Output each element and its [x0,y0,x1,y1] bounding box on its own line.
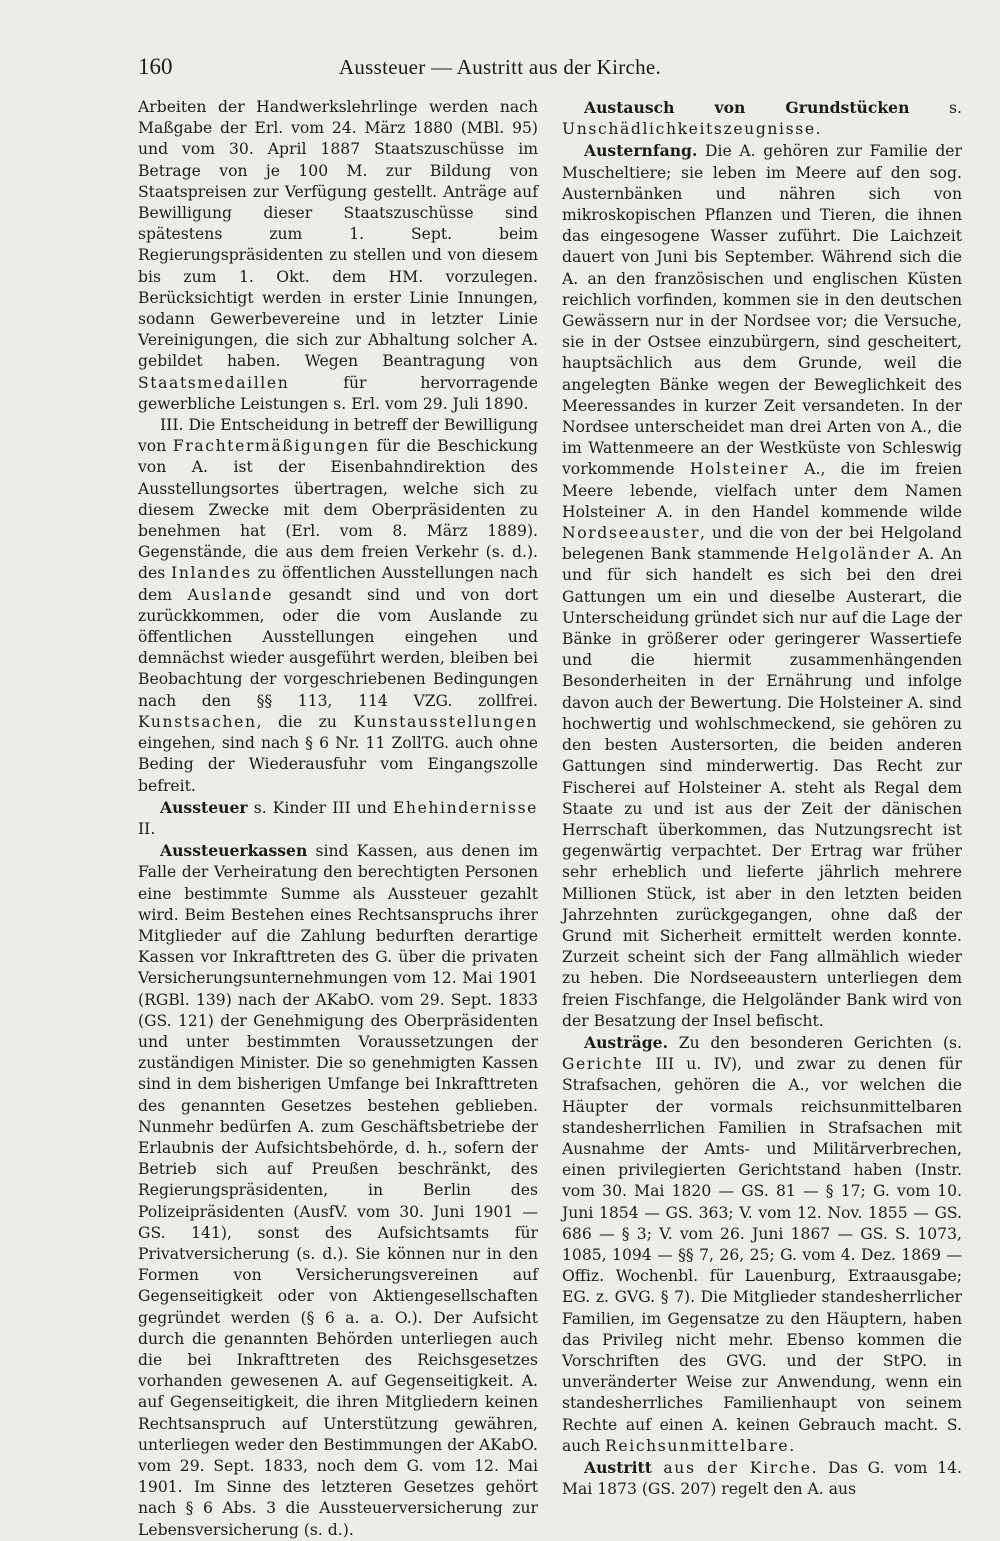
text-run: . [789,1436,795,1455]
cross-reference: Ehehindernisse [392,798,538,817]
page-number: 160 [138,54,173,79]
text-run: A., die im freien Meere lebende, vielfach unter dem Namen Holsteiner A. in den Handel kommende wilde [562,460,962,521]
text-run: , die zu [256,712,354,731]
text-run: s. [909,99,962,117]
entry-austraege [562,1032,962,1457]
paragraph-ausstellungen-cont [138,97,538,415]
entry-headword: Austräge. [584,1032,668,1052]
entry-austritt [562,1457,962,1500]
text-run: III u. IV), und zwar zu denen für Strafsachen, gehören die A., vor welchen die Häupter der vormals reichsunmittelbaren standesherrlichen Familien in Strafsachen mit Ausnahme der Amts- und Militärverbrechen, einen privilegierten Gerichtstand haben (Instr. vom 30. Mai 1820 — GS. 81 — § 17; G. vom 10. Juni 1854 — GS. 363; V. vom 12. Nov. 1855 — GS. 686 — § 3; V. vom 26. Juni 1867 — GS. S. 1073, 1085, 1094 — §§ 7, 26, 25; G. vom 4. Dez. 1869 — Offiz. Wochenbl. für Lauenburg, Extraausgabe; EG. z. GVG. § 7). Die Mitglieder standesherrlicher Familien, im Gegensatze zu den Häuptern, haben das Privileg nicht mehr. Ebenso kommen die Vorschriften des GVG. und der StPO. in unveränderter Weise zur Anwendung, wenn ein standesherrliches Familienhaupt von seinem Rechte auf einen A. keinen Gebrauch macht. S. auch [562,1055,962,1455]
cross-reference: Reichsunmittelbare [605,1436,790,1455]
right-column [562,97,962,1500]
text-run: Das G. vom 14. Mai 1873 (GS. 207) regelt den A. aus [562,1459,962,1499]
paragraph-frachtermaessigungen [138,415,538,797]
entry-headword: Austernfang. [584,141,698,161]
text-run: Arbeiten der Handwerkslehrlinge werden nach Maßgabe der Erl. vom 24. März 1880 (MBl. 95) und vom 30. April 1887 Staatszuschüsse im Betrage von je 100 M. zur Bildung von Staatspreisen zur Verfügung gestellt. Anträge auf Bewilligung dieser Staatszuschüsse sind spätestens zum 1. Sept. beim Regierungspräsidenten zu stellen und von diesem bis zum 1. Okt. dem HM. vorzulegen. Berücksichtigt werden in erster Linie Innungen, sodann Gewerbevereine und in letzter Linie Vereinigungen, die sich zur Abhaltung solcher A. gebildet haben. Wegen Beantragung von [138,98,538,371]
text-run: zu öffentlichen Ausstellungen nach dem [138,564,538,604]
cross-reference: Gerichte [562,1055,644,1074]
entry-headword: Aussteuerkassen [160,841,308,861]
text-run: , und die von der bei Helgoland belegenen Bank stammende [562,524,962,564]
text-run: III. Die Entscheidung in betreff der Bewilligung von [138,416,538,456]
text-run: für die Beschickung von A. ist der Eisenbahndirektion des Ausstellungsortes übertragen, welche sich zu diesem Zwecke mit dem Oberpräsidenten zu benehmen hat (Erl. vom 8. März 1889). Gegenstände, die aus dem freien Verkehr (s. d.). des [138,437,539,583]
entry-austernfang [562,140,962,1032]
left-column [138,97,538,1541]
spaced-term: Auslande [187,585,274,604]
text-run: sind Kassen, aus denen im Falle der Verheiratung den berechtigten Personen eine bestimmte Summe als Aussteuer gezahlt wird. Beim Bestehen eines Rechtsanspruchs ihrer Mitglieder auf die Zahlung bedurften derartige Kassen vor Inkrafttreten des G. über die privaten Versicherungsunternehmungen vom 12. Mai 1901 (RGBl. 139) nach der AKabO. vom 29. Sept. 1833 (GS. 121) der Genehmigung des Oberpräsidenten und unter bestimmten Voraussetzungen der zuständigen Minister. Die so genehmigten Kassen sind in dem bisherigen Umfange bei Inkrafttreten des genannten Gesetzes bestehen geblieben. Nunmehr bedürfen A. zum Geschäftsbetriebe der Erlaubnis der Aufsichtsbehörde, d. h., sofern der Betrieb sich auf Preußen beschränkt, des Regierungspräsidenten, in Berlin des Polizeipräsidenten (AusfV. vom 30. Juni 1901 — GS. 141), sonst des Aufsichtsamts für Privatversicherung (s. d.). Sie können nur in den Formen von Versicherungsvereinen auf Gegenseitigkeit oder von Aktiengesellschaften gegründet werden (§ 6 a. a. O.). Der Aufsicht durch die genannten Behörden unterliegen auch die bei Inkrafttreten des Reichsgesetzes vorhanden gewesenen A. auf Gegenseitigkeit. A. auf Gegenseitigkeit, die ihren Mitgliedern keinen Rechtsanspruch auf Unterstützung gewähren, unterliegen weder den Bestimmungen der AKabO. vom 29. Sept. 1833, noch dem G. vom 12. Mai 1901. Im Sinne des letzteren Gesetzes gehört nach § 6 Abs. 3 die Aussteuerversicherung zur Lebensversicherung (s. d.). [138,842,538,1539]
text-run: Zu den besonderen Gerichten (s. [668,1033,962,1052]
spaced-term: Frachtermäßigungen [172,437,370,456]
spaced-term: Inlandes [171,564,252,583]
text-run: A. An und für sich handelt es sich bei den drei Gattungen um ein und dieselbe Austerart, die Unterscheidung gründet sich nur auf die Lage der Bänke in größerer oder geringerer Wassertiefe und die hiermit zusammenhängenden Besonderheiten in der Ernährung und infolge davon auch der Bewertung. Die Holsteiner A. sind hochwertig und wohlschmeckend, sie gehören zu den besten Austersorten, die beiden anderen Gattungen sind minderwertig. Das Recht zur Fischerei auf Holsteiner A. steht als Regal dem Staate zu und ist aus der Zeit der dänischen Herrschaft überkommen, das Nutzungsrecht ist gegenwärtig verpachtet. Der Ertrag war früher sehr erheblich und lieferte jährlich mehrere Millionen Stück, ist aber in den letzten beiden Jahrzehnten zurückgegangen, ohne daß der Grund mit Sicherheit ermittelt werden konnte. Zurzeit scheint sich der Fang allmählich wieder zu heben. Die Nordseeaustern unterliegen dem freien Fischfange, die Helgoländer Bank wird von der Besatzung der Insel befischt. [562,545,962,1030]
text-run: gesandt sind und von dort zurückkommen, oder die vom Auslande zu öffentlichen Ausstellungen eingehen und demnächst wieder ausgeführt werden, bleiben bei Beobachtung der vorgeschriebenen Bedingungen nach den §§ 113, 114 VZG. zollfrei. [138,585,538,710]
spaced-term: Helgoländer [795,545,912,564]
spaced-term: aus der Kirche. [651,1459,819,1477]
spaced-term: Staatsmedaillen [138,373,290,392]
spaced-term: Kunstausstellungen [353,712,538,731]
entry-headword: Austritt [584,1458,652,1477]
entry-headword: Aussteuer [160,797,248,817]
running-title: Aussteuer — Austritt aus der Kirche. [338,55,662,79]
entry-aussteuerkassen [138,840,538,1541]
page-header [0,54,1000,84]
text-run: für hervorragende gewerbliche Leistungen s. Erl. vom 29. Juli 1890. [138,373,538,413]
entry-aussteuer [138,797,538,840]
text-run: Die A. gehören zur Familie der Muscheltiere; sie leben im Meere auf den sog. Austernbänken und nähren sich von mikroskopischen Pflanzen und Tieren, die ihnen das eingesogene Wasser zuführt. Die Laichzeit dauert von Juni bis September. Während sich die A. an den französischen und englischen Küsten reichlich vorfinden, kommen sie in den deutschen Gewässern nur in der Nordsee vor; die Versuche, sie in der Ostsee einzubürgern, sind gescheitert, hauptsächlich aus dem Grunde, weil die angelegten Bänke wegen der Beweglichkeit des Meeressandes in kurzer Zeit versandeten. In der Nordsee unterscheidet man drei Arten von A., die im Wattenmeere an der Westküste von Schleswig vorkommende [562,142,962,479]
text-run: eingehen, sind nach § 6 Nr. 11 ZollTG. auch ohne Beding der Wiederausfuhr vom Eingangszolle befreit. [138,734,538,795]
entry-headword: Austausch von Grundstücken [584,98,910,117]
spaced-term: Holsteiner [689,460,790,479]
text-run: s. Kinder III und [247,798,393,817]
text-run: . [815,120,821,139]
spaced-term: Nordseeauster [562,524,701,543]
spaced-term: Kunstsachen [138,712,257,731]
cross-reference: Unschädlichkeitszeugnisse [562,120,816,139]
entry-austausch [562,97,962,140]
text-run: II. [138,819,156,838]
